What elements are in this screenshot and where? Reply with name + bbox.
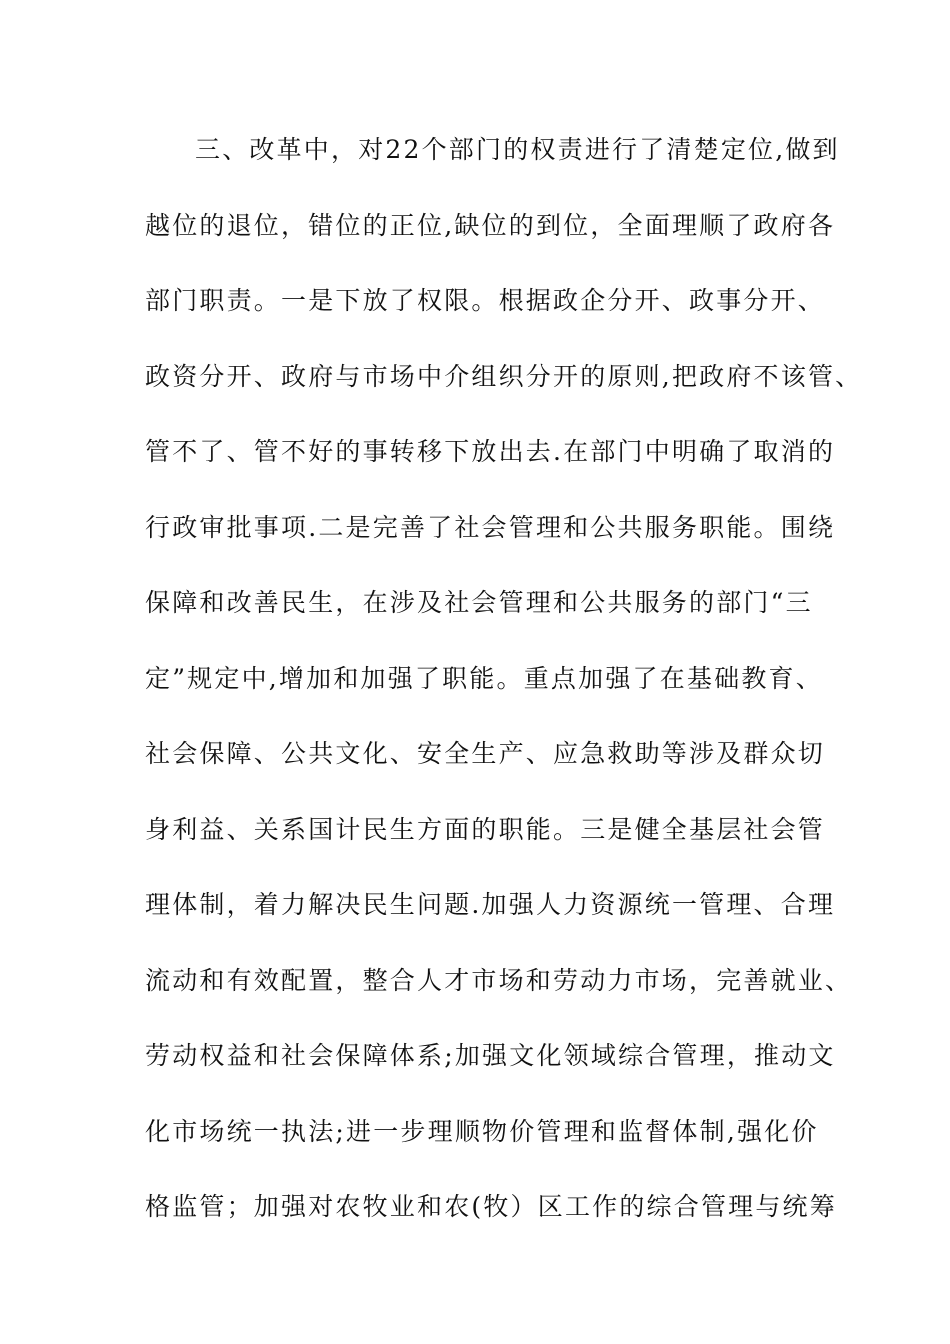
paragraph-line: 身利益、关系国计民生方面的职能。三是健全基层社会管 [145,814,826,844]
paragraph-line: 流动和有效配置，整合人才市场和劳动力市场，完善就业、 [145,965,853,995]
paragraph-line: 保障和改善民生，在涉及社会管理和公共服务的部门“三 [145,588,813,617]
paragraph-line: 格监管；加强对农牧业和农(牧）区工作的综合管理与统筹 [145,1192,837,1221]
paragraph-line: 部门职责。一是下放了权限。根据政企分开、政事分开、 [145,286,826,315]
paragraph-line: 理体制，着力解决民生问题.加强人力资源统一管理、合理 [145,890,836,919]
paragraph-line: 政资分开、政府与市场中介组织分开的原则,把政府不该管、 [145,361,863,391]
paragraph-line: 越位的退位，错位的正位,缺位的到位，全面理顺了政府各 [145,210,836,240]
paragraph-line: 行政审批事项.二是完善了社会管理和公共服务职能。围绕 [145,512,836,542]
paragraph-line: 社会保障、公共文化、安全生产、应急救助等涉及群众切 [145,739,826,768]
paragraph-line: 化市场统一执法;进一步理顺物价管理和监督体制,强化价 [145,1116,819,1146]
paragraph-line: 管不了、管不好的事转移下放出去.在部门中明确了取消的 [145,437,836,466]
body-paragraph [145,129,863,1262]
paragraph-line: 定”规定中,增加和加强了职能。重点加强了在基础教育、 [145,663,823,693]
paragraph-line: 三、改革中，对22个部门的权责进行了清楚定位,做到 [195,135,840,164]
paragraph-line: 劳动权益和社会保障体系;加强文化领域综合管理，推动文 [145,1041,836,1070]
